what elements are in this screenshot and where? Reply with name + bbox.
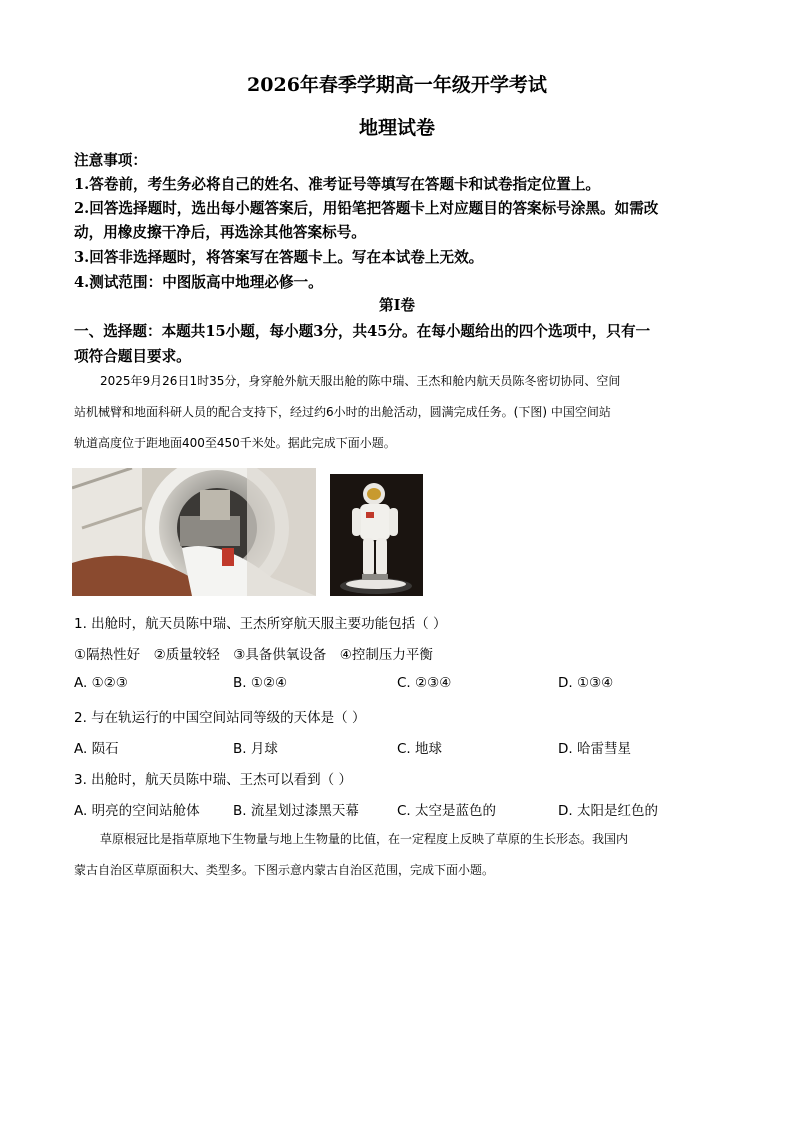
passage1-line-1: 2025年9月26日1时35分，身穿舱外航天服出舱的陈中瑞、王杰和舱内航天员陈冬密切协同、空间 <box>100 374 621 388</box>
question-1-option-d[interactable]: D. ①③④ <box>558 675 614 691</box>
notice-item-2-cont: 动，用橡皮擦干净后，再选涂其他答案标号。 <box>74 224 366 241</box>
notice-item-3: 3.回答非选择题时，将答案写在答题卡上。写在本试卷上无效。 <box>74 249 484 266</box>
passage1-line-3: 轨道高度位于距地面400至450千米处。据此完成下面小题。 <box>74 436 396 450</box>
question-2-option-c[interactable]: C. 地球 <box>397 741 443 757</box>
passage2-line-2: 蒙古自治区草原面积大、类型多。下图示意内蒙古自治区范围，完成下面小题。 <box>74 863 495 877</box>
question-2-option-a[interactable]: A. 陨石 <box>74 741 119 757</box>
question-1-option-c[interactable]: C. ②③④ <box>397 675 452 691</box>
section-instruction-cont: 项符合题目要求。 <box>74 348 191 365</box>
question-3-stem: 3. 出舱时，航天员陈中瑞、王杰可以看到（ ） <box>74 772 352 788</box>
passage2-line-1: 草原根冠比是指草原地下生物量与地上生物量的比值，在一定程度上反映了草原的生长形态。我国内 <box>100 832 629 846</box>
question-1-option-b[interactable]: B. ①②④ <box>233 675 288 691</box>
notice-item-2: 2.回答选择题时，选出每小题答案后，用铅笔把答题卡上对应题目的答案标号涂黑。如需改 <box>74 200 659 217</box>
question-2-option-b[interactable]: B. 月球 <box>233 741 278 757</box>
passage1-line-2: 站机械臂和地面科研人员的配合支持下，经过约6小时的出舱活动，圆满完成任务。(下图) 中国空间站 <box>74 405 611 419</box>
question-3-option-c[interactable]: C. 太空是蓝色的 <box>397 803 497 819</box>
notice-item-4: 4.测试范围：中图版高中地理必修一。 <box>74 274 323 291</box>
question-3-option-a[interactable]: A. 明亮的空间站舱体 <box>74 803 200 819</box>
section-instruction: 一、选择题：本题共15小题，每小题3分，共45分。在每小题给出的四个选项中，只有一 <box>74 323 651 340</box>
question-1-option-a[interactable]: A. ①②③ <box>74 675 128 691</box>
section-label: 第Ⅰ卷 <box>378 297 415 314</box>
spacewalk-hatch-photo <box>72 468 316 596</box>
exam-subject: 地理试卷 <box>358 117 435 139</box>
question-1-statements: ①隔热性好 ②质量较轻 ③具备供氧设备 ④控制压力平衡 <box>74 647 433 663</box>
exam-title: 2026年春季学期高一年级开学考试 <box>247 74 547 96</box>
question-2-option-d[interactable]: D. 哈雷彗星 <box>558 741 631 757</box>
notice-item-1: 1.答卷前，考生务必将自己的姓名、准考证号等填写在答题卡和试卷指定位置上。 <box>74 176 601 193</box>
spacesuit-display-photo <box>330 474 423 596</box>
question-3-option-d[interactable]: D. 太阳是红色的 <box>558 803 658 819</box>
notice-heading: 注意事项： <box>74 152 147 169</box>
question-3-option-b[interactable]: B. 流星划过漆黑天幕 <box>233 803 359 819</box>
question-2-stem: 2. 与在轨运行的中国空间站同等级的天体是（ ） <box>74 710 366 726</box>
question-1-stem: 1. 出舱时，航天员陈中瑞、王杰所穿航天服主要功能包括（ ） <box>74 616 447 632</box>
